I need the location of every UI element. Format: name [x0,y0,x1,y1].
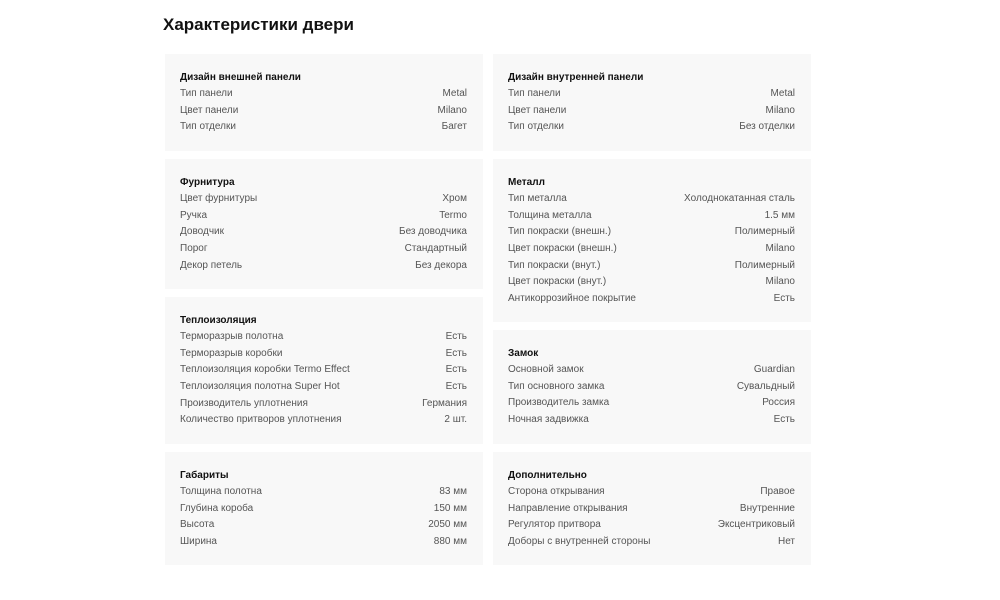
card-outer-panel-design [165,54,483,151]
section-title: Габариты [180,470,229,481]
spec-label: Высота [180,519,215,531]
spec-value: 1.5 мм [764,209,795,221]
spec-value: Без доводчика [399,226,467,238]
spec-label: Порог [180,243,208,255]
spec-value: Metal [442,88,467,99]
card-lock [493,330,811,444]
spec-row [180,501,467,518]
spec-label: Количество притворов уплотнения [180,414,342,426]
spec-value: Есть [445,331,467,342]
spec-value: Хром [442,193,467,204]
spec-value: 150 мм [433,502,467,514]
section-title: Дизайн внешней панели [180,72,301,83]
spec-label: Цвет покраски (внут.) [508,276,607,288]
spec-label: Теплоизоляция полотна Super Hot [180,381,340,393]
spec-label: Тип покраски (внут.) [508,259,601,271]
spec-label: Сторона открывания [508,486,605,497]
spec-value: Правое [760,486,795,497]
spec-label: Тип основного замка [508,380,605,392]
spec-value: Германия [422,397,467,409]
spec-value: Guardian [753,364,795,375]
spec-row [508,517,795,534]
spec-row [508,291,795,308]
spec-label: Декор петель [180,259,243,271]
spec-label: Цвет панели [180,104,239,116]
spec-label: Цвет фурнитуры [180,193,258,204]
spec-row [508,119,795,136]
card-inner-panel-design [493,54,811,151]
spec-row [508,103,795,120]
spec-row [180,379,467,396]
spec-row [508,501,795,518]
spec-row [508,395,795,412]
spec-row [180,362,467,379]
spec-row [508,258,795,275]
spec-row [508,379,795,396]
spec-label: Производитель замка [508,397,610,409]
spec-value: Эксцентриковый [717,519,795,531]
spec-label: Антикоррозийное покрытие [508,293,636,305]
spec-row [508,241,795,258]
spec-label: Терморазрыв полотна [180,331,284,342]
spec-label: Толщина полотна [180,486,262,497]
spec-row [180,412,467,429]
spec-row [180,258,467,275]
spec-row [180,86,467,103]
spec-row [508,534,795,551]
spec-value: Есть [445,364,467,376]
spec-label: Основной замок [508,364,584,375]
page-title: Характеристики двери [163,15,354,34]
spec-label: Тип покраски (внешн.) [508,226,612,238]
spec-row [508,191,795,208]
spec-label: Ночная задвижка [508,414,589,426]
spec-row [508,224,795,241]
spec-value: 880 мм [433,536,467,548]
card-insulation [165,297,483,444]
spec-label: Тип панели [508,88,561,99]
spec-value: Сувальдный [736,380,795,392]
spec-value: Багет [441,121,467,133]
spec-value: 83 мм [439,486,467,497]
spec-row [508,274,795,291]
card-metal [493,159,811,322]
section-title: Замок [508,348,539,359]
spec-row [180,517,467,534]
section-title: Фурнитура [180,177,235,188]
right-column [493,54,811,573]
spec-row [180,241,467,258]
spec-value: Россия [762,397,795,409]
spec-value: Полимерный [734,226,795,238]
spec-row [180,103,467,120]
card-dimensions [165,452,483,565]
spec-row [180,119,467,136]
spec-label: Глубина короба [180,502,254,514]
spec-value: Без отделки [739,121,795,133]
spec-value: Без декора [415,259,467,271]
spec-row [180,396,467,413]
spec-value: Есть [773,293,795,305]
section-title: Металл [508,177,545,188]
spec-value: Нет [777,536,795,548]
section-title: Дизайн внутренней панели [508,72,644,83]
spec-label: Ручка [180,209,208,221]
spec-row [508,484,795,501]
spec-row [508,208,795,225]
spec-label: Тип отделки [180,121,236,133]
card-hardware [165,159,483,289]
spec-label: Доводчик [180,226,224,238]
spec-value: Termo [439,209,467,221]
spec-label: Теплоизоляция коробки Termo Effect [180,364,350,376]
spec-label: Тип металла [508,193,567,204]
spec-row [508,412,795,429]
spec-value: Milano [765,243,795,255]
spec-value: Есть [445,381,467,393]
spec-label: Тип отделки [508,121,564,133]
spec-value: Стандартный [404,243,467,255]
spec-label: Ширина [180,536,217,548]
spec-row [180,224,467,241]
spec-row [508,362,795,379]
spec-row [180,484,467,501]
spec-label: Тип панели [180,88,233,99]
spec-value: 2050 мм [428,519,467,531]
spec-value: 2 шт. [444,414,467,426]
spec-row [180,534,467,551]
spec-label: Производитель уплотнения [180,397,308,409]
spec-label: Направление открывания [508,502,628,514]
spec-label: Толщина металла [508,209,592,221]
section-title: Дополнительно [508,470,587,481]
spec-value: Холоднокатанная сталь [684,193,795,204]
spec-label: Цвет покраски (внешн.) [508,243,617,255]
spec-row [180,346,467,363]
spec-value: Есть [773,414,795,426]
spec-value: Есть [445,347,467,359]
spec-label: Доборы с внутренней стороны [508,536,651,548]
spec-row [180,191,467,208]
spec-row [180,208,467,225]
spec-value: Milano [765,104,795,116]
spec-label: Регулятор притвора [508,519,601,531]
spec-value: Milano [437,104,467,116]
section-title: Теплоизоляция [180,315,257,326]
spec-value: Milano [765,276,795,288]
spec-label: Терморазрыв коробки [180,347,283,359]
spec-label: Цвет панели [508,104,567,116]
spec-row [180,329,467,346]
card-additional [493,452,811,565]
spec-value: Внутренние [739,502,795,514]
left-column [165,54,483,573]
spec-row [508,86,795,103]
spec-value: Полимерный [734,259,795,271]
spec-value: Metal [770,88,795,99]
